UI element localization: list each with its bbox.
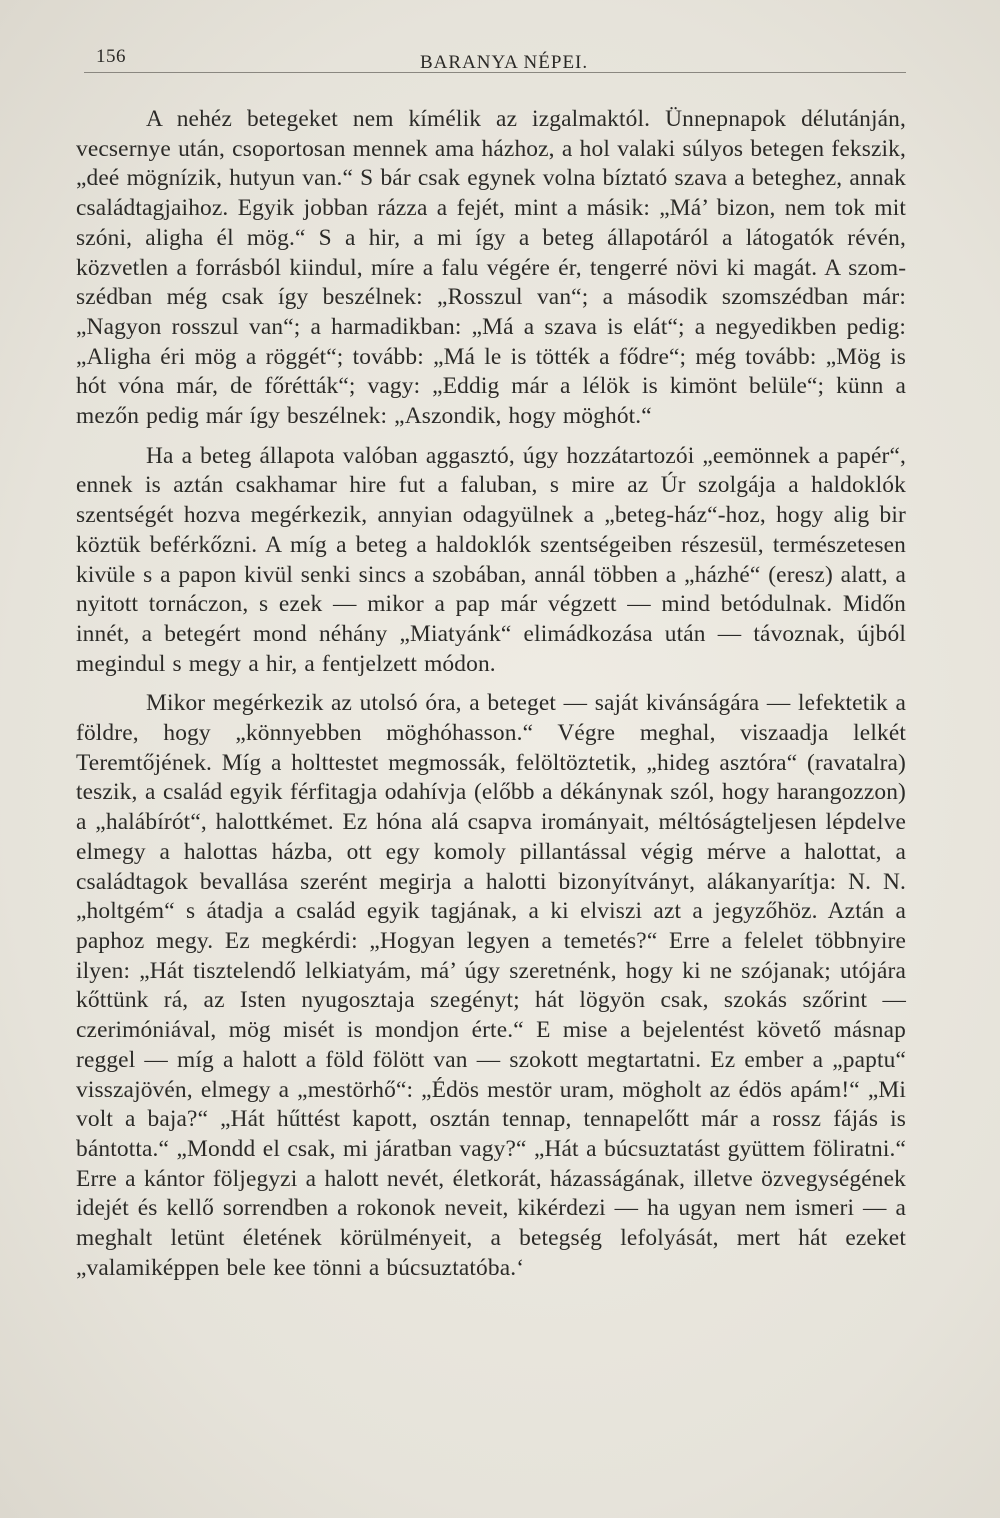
- running-head: [84, 38, 906, 72]
- paragraph: Ha a beteg állapota valóban aggasztó, úgy hozzátartozói „eemönnek a papér“, ennek is aztán csakhamar hire fut a faluban, s mire az Úr szolgája a haldoklók szentségét hozva megérkezik, annyian odagyülnek a „beteg-ház“-hoz, hogy alig bir köztük beférkőzni. A míg a beteg a haldoklók szentségeiben részesül, természetesen kivüle s a papon kivül senki sincs a szobában, annál többen a „házhé“ (eresz) alatt, a nyitott tornáczon, s ezek — mikor a pap már végzett — mind betódulnak. Midőn innét, a betegért mond néhány „Miatyánk“ elimádkozása után — távoznak, újból megindul s megy a hir, a fentjelzett módon.: [76, 442, 906, 677]
- body-text: [76, 105, 906, 1283]
- page-number: 156: [96, 46, 126, 67]
- paragraph: A nehéz betegeket nem kímélik az izgalmaktól. Ünnepnapok délutánján, vecsernye után, csoportosan mennek ama házhoz, a hol valaki súlyos betegen fekszik, „deé mögnízik, hutyun van.“ S bár csak egynek volna bíztató szava a beteghez, annak családtagjaihoz. Egyik jobban rázza a fejét, mint a másik: „Má’ bizon, nem tok mit szóni, aligha él mög.“ S a hir, a mi így a beteg állapotáról a látogatók révén, közvetlen a forrásból kiindul, míre a falu végére ér, tengerré növi ki magát. A szomszédban még csak így beszélnek: „Rosszul van“; a második szomszédban már: „Nagyon rosszul van“; a harmadikban: „Má a szava is elát“; a negyedikben pedig: „Aligha éri mög a röggét“; tovább: „Má le is tötték a fődre“; még tovább: „Mög is hót vóna már, de főrétták“; vagy: „Eddig már a lélök is kimönt belüle“; künn a mezőn pedig már így beszélnek: „Aszondik, hogy möghót.“: [76, 106, 906, 430]
- paragraph: Mikor megérkezik az utolsó óra, a beteget — saját kivánságára — lefektetik a földre, hogy „könnyebben möghóhasson.“ Végre meghal, viszaadja lelkét Teremtőjének. Míg a holttestet megmossák, felöltöztetik, „hideg asztóra“ (ravatalra) teszik, a család egyik férfitagja odahívja (előbb a dékánynak szól, hogy harangozzon) a „halábírót“, halottkémet. Ez hóna alá csapva irományait, méltóságteljesen lépdelve elmegy a halottas házba, ott egy komoly pillantással végig mérve a halottat, a családtagok bevallása szerént megirja a halotti bizonyítványt, alákanyarítja: N. N. „holtgém“ s átadja a család egyik tagjának, a ki elviszi azt a jegyzőhöz. Aztán a paphoz megy. Ez megkérdi: „Hogyan legyen a temetés?“ Erre a felelet többnyire ilyen: „Hát tisztelendő lelkiatyám, má’ úgy szeretnénk, hogy ki ne szójanak; utójára kőttünk rá, az Isten nyugosztaja szegényt; hát lögyön csak, szokás szőrint — czerimóniával, mög misét is mondjon érte.“ E mise a bejelentést követő másnap reggel — míg a halott a föld fölött van — szokott megtartatni. Ez ember a „paptu“ visszajövén, elmegy a „mestörhő“: „Édös mestör uram, mögholt az édös apám!“ „Mi volt a baja?“ „Hát hűttést kapott, osztán tennap, tennapelőtt már a rossz fájás is bántotta.“ „Mondd el csak, mi járatban vagy?“ „Hát a búcsuztatást gyüttem föliratni.“ Erre a kántor följegyzi a halott nevét, életkorát, házasságának, illetve özvegységének idejét és kellő sorrendben a rokonok neveit, kikérdezi — ha ugyan nem ismeri — a meghalt letünt életének körülményeit, a betegség lefolyását, mert hát ezeket „valamiképpen bele kee tönni a búcsuztatóba.‘: [76, 690, 906, 1281]
- running-title: BARANYA NÉPEI.: [420, 52, 589, 73]
